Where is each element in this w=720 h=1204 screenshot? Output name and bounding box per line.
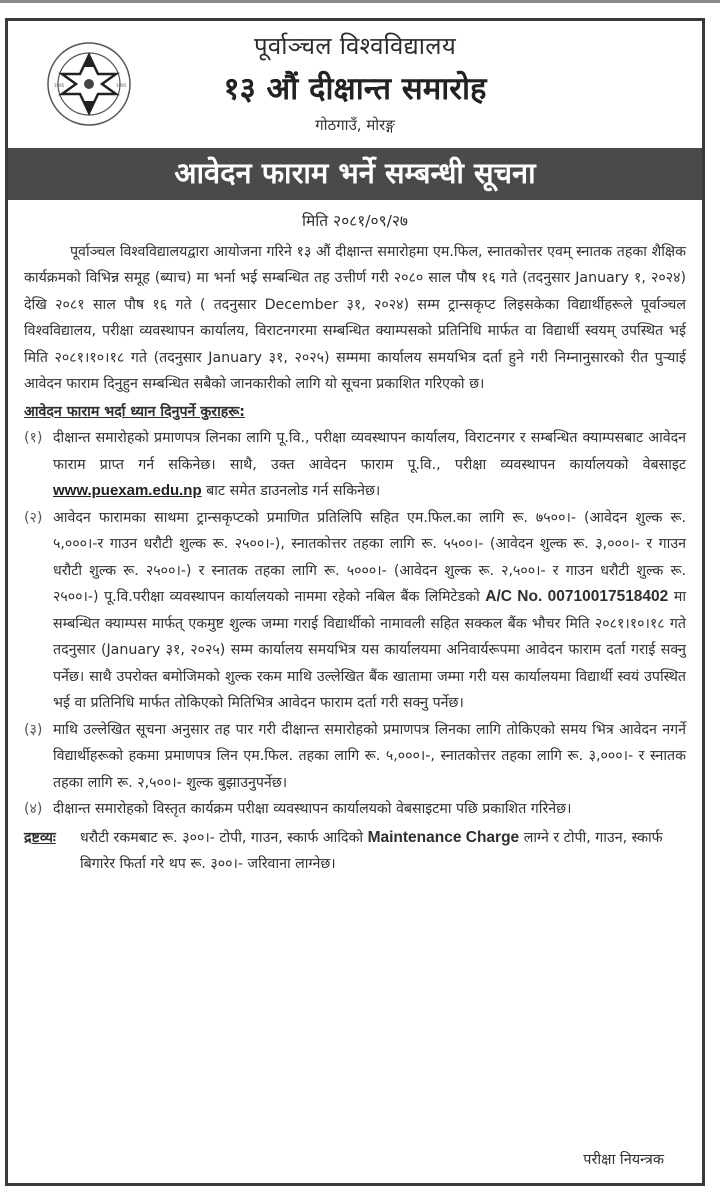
list-item-2 xyxy=(24,505,686,717)
bank-account-number: A/C No. 00710017518402 xyxy=(485,588,669,605)
notice-date: मिति २०८१/०९/२७ xyxy=(302,212,408,230)
item-number: (१) xyxy=(24,430,43,446)
event-name: १३ औं दीक्षान्त समारोह xyxy=(223,71,487,107)
item-number: (४) xyxy=(24,801,43,817)
section-heading: आवेदन फाराम भर्दा ध्यान दिनुपर्ने कुराहरू: xyxy=(24,403,245,420)
item-text: माथि उल्लेखित सूचना अनुसार तह पार गरी दीक्षान्त समारोहको प्रमाणपत्र लिनका लागि तोकिएको समय भित्र आवेदन नगर्ने विद्यार्थीहरूको हकमा प्रमाणपत्र लिन एम.फिल. तहका लागि रू. ५,०००।-, स्नातकोत्तर तहका लागि रू. ३,०००।- र स्नातक तहका लागि रू. २,५००।- शुल्क बुझाउनुपर्नेछ। xyxy=(53,721,686,791)
top-divider xyxy=(0,0,720,3)
item-text: दीक्षान्त समारोहको विस्तृत कार्यक्रम परीक्षा व्यवस्थापन कार्यालयको वेबसाइटमा पछि प्रकाशित गरिनेछ। xyxy=(53,801,572,817)
item-number: (३) xyxy=(24,721,43,738)
item-text xyxy=(53,425,686,505)
item-text-part: मा सम्बन्धित क्याम्पस मार्फत् एकमुष्ट शुल्क जम्मा गराई विद्यार्थीको नामावली सहित सक्कल बैंक भौचर मिति २०८१।१०।१८ गते तदनुसार (January ३१, २०२५) सम्म कार्यालय समयभित्र यस कार्यालयमा अनिवार्यरूपमा आवेदन फाराम दर्ता गराई सक्नु पर्नेछ। साथै उपरोक्त बमोजिमको शुल्क रकम माथि उल्लेखित बैंक खातामा जम्मा गरी यस कार्यालयमा विद्यार्थी स्वयं उपस्थित भई वा प्रतिनिधि मार्फत तोकिएको मितिभित्र आवेदन फाराम दर्ता गरी सक्नु पर्नेछ। xyxy=(53,589,686,711)
notice-header xyxy=(8,21,702,148)
website-link[interactable]: www.puexam.edu.np xyxy=(53,482,202,499)
university-name: पूर्वाञ्चल विश्वविद्यालय xyxy=(253,32,457,60)
svg-text:1995: 1995 xyxy=(54,83,65,88)
note-text xyxy=(80,825,686,878)
notice-title: आवेदन फाराम भर्ने सम्बन्धी सूचना xyxy=(8,148,702,200)
note-text-part: लाग्ने र टोपी, गाउन, स्कार्फ बिगारेर फिर्ता गरे थप रू. ३००।- जरिवाना लाग्नेछ। xyxy=(80,829,663,872)
note xyxy=(24,825,686,878)
signature: परीक्षा नियन्त्रक xyxy=(583,1152,664,1168)
note-label: द्रष्टव्यः xyxy=(24,829,56,846)
item-text-part: बाट समेत डाउनलोड गर्न सकिनेछ। xyxy=(201,483,381,499)
item-text xyxy=(53,505,686,717)
notice-frame xyxy=(5,18,705,1186)
svg-text:1995: 1995 xyxy=(116,83,127,88)
item-text-part: दीक्षान्त समारोहको प्रमाणपत्र लिनका लागि पू.वि., परीक्षा व्यवस्थापन कार्यालय, विराटनगर र सम्बन्धित क्याम्पसबाट आवेदन फाराम प्राप्त गर्न सकिनेछ। साथै, उक्त आवेदन फाराम पू.वि., परीक्षा व्यवस्थापन कार्यालयको वेबसाइट xyxy=(53,430,686,473)
notice-body xyxy=(8,200,702,878)
list-item-3 xyxy=(24,717,686,797)
maintenance-charge-term: Maintenance Charge xyxy=(367,828,520,846)
item-number: (२) xyxy=(24,509,43,526)
note-text-part: धरौटी रकमबाट रू. ३००।- टोपी, गाउन, स्कार्फ आदिको xyxy=(80,829,368,846)
list-item-1 xyxy=(24,425,686,505)
intro-paragraph: पूर्वाञ्चल विश्वविद्यालयद्वारा आयोजना गरिने १३ औं दीक्षान्त समारोहमा एम.फिल, स्नातकोत्तर एवम् स्नातक तहका शैक्षिक कार्यक्रमको विभिन्न समूह (ब्याच) मा भर्ना भई सम्बन्धित तह उत्तीर्ण गरी २०८० साल पौष १६ गते (तदनुसार January १, २०२४) देखि २०८१ साल पौष १६ गते ( तदनुसार December ३१, २०२४) सम्म ट्रान्सकृप्ट लिइसकेका विद्यार्थीहरूले पूर्वाञ्चल विश्वविद्यालय, परीक्षा व्यवस्थापन कार्यालय, विराटनगरमा सम्बन्धित क्याम्पसको प्रतिनिधि मार्फत वा विद्यार्थी स्वयम् उपस्थित भई मिति २०८१।१०।१८ गते (तदनुसार January ३१, २०२५) सम्ममा कार्यालय समयभित्र दर्ता हुने गरी निम्नानुसारको रीत पुऱ्याई आवेदन फाराम दिनुहुन सम्बन्धित सबैको जानकारीको लागि यो सूचना प्रकाशित गरिएको छ। xyxy=(24,243,686,392)
item-text-part: आवेदन फारामका साथमा ट्रान्सकृप्टको प्रमाणित प्रतिलिपि सहित एम.फिल.का लागि रू. ७५००।- (आवेदन शुल्क रू. ५,०००।-र गाउन धरौटी शुल्क रू. २५००।-), स्नातकोत्तर तहका लागि रू. ५५००।- (आवेदन शुल्क रू. ३,०००।- र गाउन धरौटी शुल्क रू. २५००।-) र स्नातक तहका लागि रू. ५०००।- (आवेदन शुल्क रू. २,५००।- र गाउन धरौटी शुल्क रू. २५००।-) पू.वि.परीक्षा व्यवस्थापन कार्यालयको नाममा रहेको नबिल बैंक लिमिटेडको xyxy=(53,509,686,605)
list-item-4 xyxy=(24,796,686,823)
event-location: गोठगाउँ, मोरङ्ग xyxy=(315,116,395,134)
